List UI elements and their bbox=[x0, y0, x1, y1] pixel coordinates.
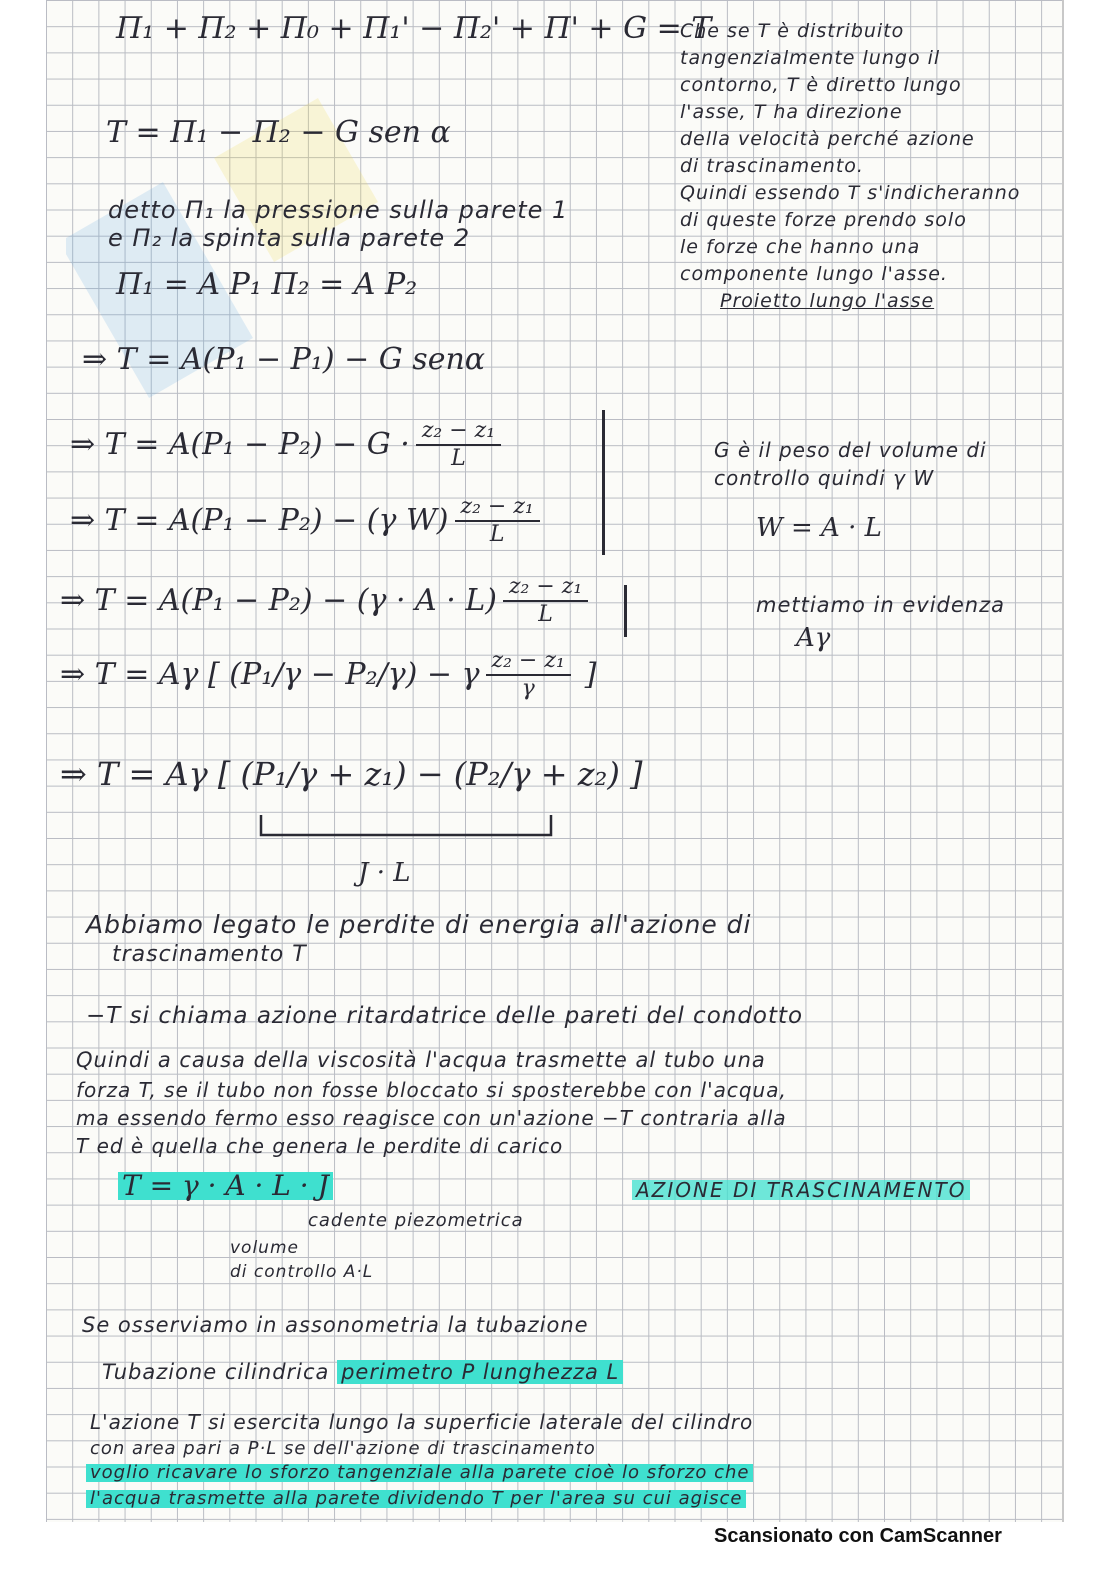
fraction-denominator: γ bbox=[521, 676, 535, 701]
note-linked-line2: trascinamento T bbox=[112, 942, 307, 967]
note-quindi-line2: forza T, se il tubo non fosse bloccato si sposterebbe con l'acqua, bbox=[76, 1078, 787, 1102]
note-g-line2: controllo quindi γ W bbox=[714, 466, 935, 490]
equation-step-4-left: ⇒ T = A(P₁ − P₂) − (γ · A · L) bbox=[60, 583, 497, 618]
equation-t-definition: T = Π₁ − Π₂ − G sen α bbox=[106, 115, 451, 150]
equation-w: W = A · L bbox=[756, 513, 882, 543]
fraction-denominator: L bbox=[489, 522, 505, 547]
note-right-line-5: di trascinamento. bbox=[680, 155, 864, 177]
equation-pi-ap: Π₁ = A P₁ Π₂ = A P₂ bbox=[116, 267, 418, 302]
fraction-numerator: z₂ − z₁ bbox=[503, 576, 588, 602]
fraction-numerator: z₂ − z₁ bbox=[455, 496, 540, 522]
note-tubazione bbox=[102, 1362, 623, 1383]
note-azione-line2: con area pari a P·L se dell'azione di trascinamento bbox=[90, 1438, 596, 1459]
note-volume: volume bbox=[230, 1238, 299, 1258]
equation-step-6: ⇒ T = Aγ [ (P₁/γ + z₁) − (P₂/γ + z₂) ] bbox=[60, 755, 643, 793]
note-quindi-line4: T ed è quella che genera le perdite di carico bbox=[76, 1134, 564, 1158]
note-azione-line1: L'azione T si esercita lungo la superficie laterale del cilindro bbox=[90, 1410, 754, 1434]
note-cadente: cadente piezometrica bbox=[308, 1210, 524, 1231]
label-azione-trascinamento: AZIONE DI TRASCINAMENTO bbox=[632, 1180, 970, 1200]
equation-step-3 bbox=[70, 496, 546, 546]
underbrace bbox=[256, 810, 556, 850]
equation-step-5-left: ⇒ T = Aγ [ (P₁/γ − P₂/γ) − γ bbox=[60, 657, 480, 692]
note-quindi-line1: Quindi a causa della viscosità l'acqua trasmette al tubo una bbox=[76, 1048, 766, 1072]
fraction bbox=[503, 576, 588, 626]
equation-jl: J · L bbox=[358, 858, 411, 888]
note-highlight-line2: l'acqua trasmette alla parete dividendo T per l'area su cui agisce bbox=[86, 1490, 746, 1508]
fraction-numerator: z₂ − z₁ bbox=[416, 420, 501, 446]
note-tubazione-highlight: perimetro P lunghezza L bbox=[337, 1360, 623, 1384]
equation-step-3-left: ⇒ T = A(P₁ − P₂) − (γ W) bbox=[70, 503, 449, 538]
note-right-line-7: di queste forze prendo solo bbox=[680, 209, 967, 231]
note-tubazione-pre: Tubazione cilindrica bbox=[102, 1360, 330, 1384]
note-right-line-1: tangenzialmente lungo il bbox=[680, 47, 941, 69]
fraction-denominator: L bbox=[538, 602, 553, 627]
note-highlight-line1: voglio ricavare lo sforzo tangenziale alla parete cioè lo sforzo che bbox=[86, 1464, 753, 1482]
note-linked-line1: Abbiamo legato le perdite di energia all'azione di bbox=[86, 910, 752, 939]
note-volume-controllo: di controllo A·L bbox=[230, 1262, 374, 1282]
equation-step-5: ⇒ T = Aγ [ (P₁/γ − P₂/γ) − γ $\frac{\text{z₂ − z₁}}{\gamma}$ ] bbox=[60, 648, 597, 701]
equation-step-1: ⇒ T = A(P₁ − P₁) − G senα bbox=[82, 342, 486, 377]
note-right-line-8: le forze che hanno una bbox=[680, 236, 921, 258]
note-quindi-line3: ma essendo fermo esso reagisce con un'azione −T contraria alla bbox=[76, 1106, 787, 1130]
fraction bbox=[486, 650, 571, 700]
note-evidence-ay: Aγ bbox=[796, 623, 831, 653]
note-pressure-line1: detto Π₁ la pressione sulla parete 1 bbox=[108, 196, 569, 224]
fraction bbox=[455, 496, 540, 546]
equation-step-2 bbox=[70, 420, 507, 470]
bracket bbox=[602, 410, 605, 555]
note-right-line-6: Quindi essendo T s'indicheranno bbox=[680, 182, 1021, 204]
note-right-line-9: componente lungo l'asse. bbox=[680, 263, 948, 285]
fraction-numerator: z₂ − z₁ bbox=[486, 650, 571, 676]
fraction bbox=[416, 420, 501, 470]
fraction-denominator: L bbox=[451, 446, 466, 471]
note-right-line-0: Che se T è distribuito bbox=[680, 20, 905, 42]
scanner-footer: Scansionato con CamScanner bbox=[714, 1525, 1002, 1547]
equation-sum-forces: Π₁ + Π₂ + Π₀ + Π₁' − Π₂' + Π' + G = T bbox=[116, 11, 712, 46]
note-g-line1: G è il peso del volume di bbox=[714, 438, 987, 462]
note-right-underlined: Proietto lungo l'asse bbox=[720, 290, 935, 312]
equation-final: T = γ · A · L · J bbox=[118, 1172, 333, 1200]
note-evidence: mettiamo in evidenza bbox=[756, 593, 1005, 617]
note-pressure-line2: e Π₂ la spinta sulla parete 2 bbox=[108, 224, 471, 252]
note-right-block bbox=[680, 18, 1020, 315]
note-right-line-2: contorno, T è diretto lungo bbox=[680, 74, 962, 96]
bracket bbox=[624, 585, 627, 637]
note-minus-t: −T si chiama azione ritardatrice delle pareti del condotto bbox=[86, 1003, 804, 1029]
equation-step-4 bbox=[60, 576, 594, 626]
note-right-line-4: della velocità perché azione bbox=[680, 128, 975, 150]
equation-step-2-left: ⇒ T = A(P₁ − P₂) − G · bbox=[70, 427, 410, 462]
note-right-line-3: l'asse, T ha direzione bbox=[680, 101, 903, 123]
note-assonometria: Se osserviamo in assonometria la tubazione bbox=[82, 1313, 589, 1337]
notebook-page bbox=[46, 0, 1064, 1522]
